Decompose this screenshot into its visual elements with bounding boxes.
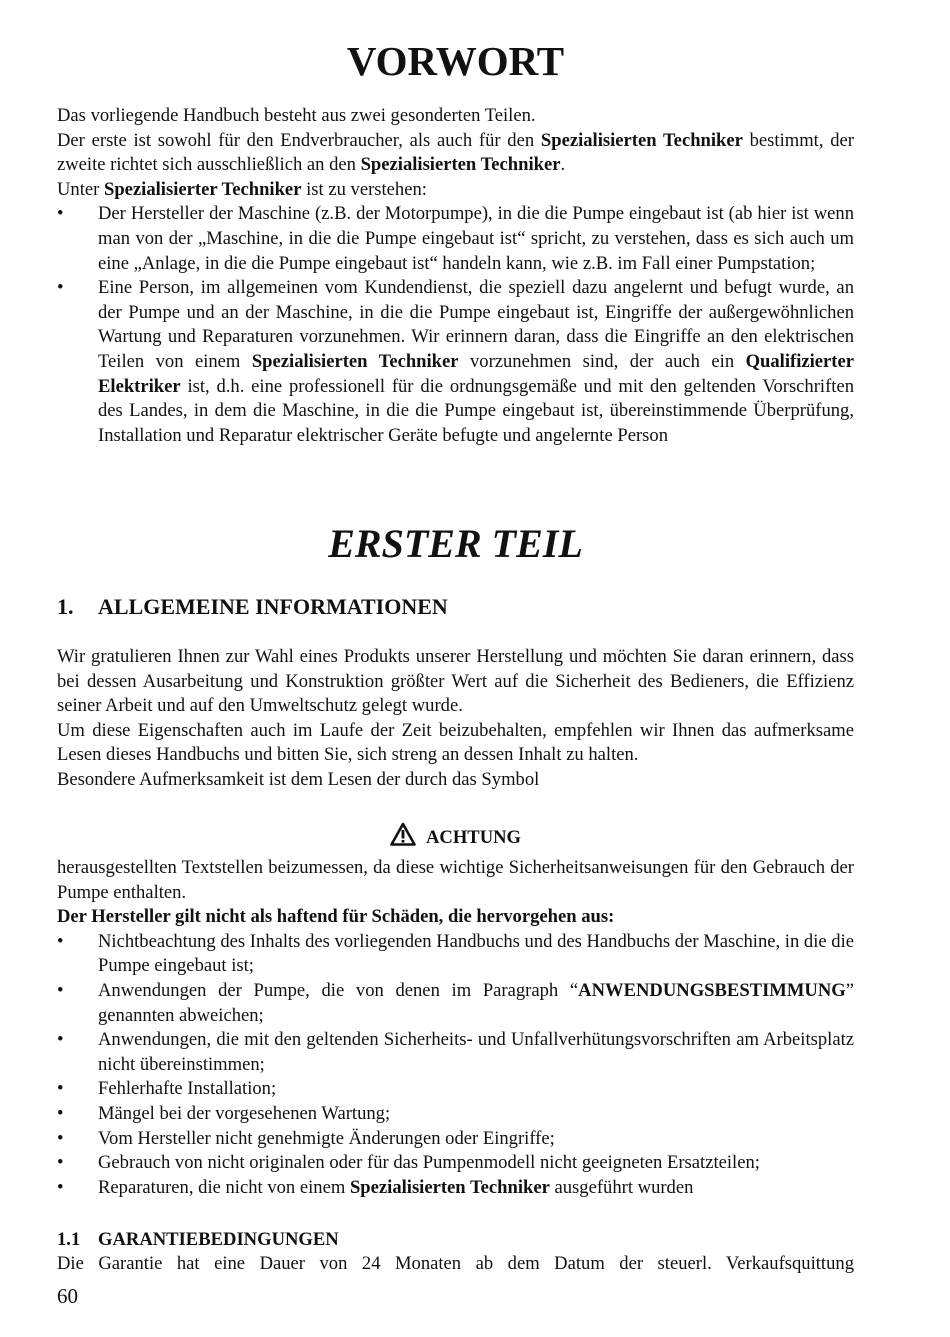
page-number: 60 <box>57 1284 78 1308</box>
bullet-icon: • <box>57 203 64 225</box>
text-run: ist, d.h. eine professionell für die ordnungsgemäße und mit den geltenden Vorschriften des Landes, in dem die Maschine, in die die Pumpe eingebaut ist, übereinstimmende Überprüfung, Installation und Reparatur elektrischer Geräte befugte und angelernte Person <box>98 375 854 446</box>
warning-triangle-icon <box>390 822 416 846</box>
intro-paragraph-2 <box>57 129 854 178</box>
text-run: Der erste ist sowohl für den Endverbraucher, als auch für den <box>57 129 541 151</box>
list-item <box>57 1028 854 1077</box>
text-run: ist zu verstehen: <box>301 178 427 200</box>
warning-text: ACHTUNG <box>425 827 522 848</box>
bold-term: Spezialisierten Techniker <box>360 154 561 176</box>
intro-paragraph-1: Das vorliegende Handbuch besteht aus zwei gesonderten Teilen. <box>57 105 536 126</box>
section1-paragraph-3: Besondere Aufmerksamkeit ist dem Lesen der durch das Symbol <box>57 768 540 790</box>
section-number: 1.1 <box>57 1229 81 1250</box>
list-item <box>57 930 854 979</box>
section1-paragraph-1: Wir gratulieren Ihnen zur Wahl eines Produkts unserer Herstellung und möchten Sie daran erinnern, dass bei dessen Ausarbeitung und Konstruktion größter Wert auf die Sicherheit des Bedieners, die Effizienz seiner Arbeit und auf den Umweltschutz gelegt wurde. <box>57 646 854 717</box>
bold-term: ANWENDUNGSBESTIMMUNG <box>578 979 846 1001</box>
section-heading-1 <box>57 593 448 621</box>
intro-bullet-list <box>57 202 854 448</box>
section11-paragraph-1: Die Garantie hat eine Dauer von 24 Monaten ab dem Datum der steuerl. Verkaufsquittung <box>57 1253 854 1274</box>
text-run: Der Hersteller der Maschine (z.B. der Motorpumpe), in die die Pumpe eingebaut ist (ab hier ist wenn man von der „Maschine, in die die Pumpe eingebaut ist“ spricht, zu verstehen, dass es sich auch um eine „Anlage, in die die Pumpe eingebaut ist“ handeln kann, wie z.B. im Fall einer Pumpstation; <box>98 203 854 274</box>
section-title: GARANTIEBEDINGUNGEN <box>98 1229 339 1250</box>
text-run: Gebrauch von nicht originalen oder für das Pumpenmodell nicht geeigneten Ersatzteilen; <box>98 1152 760 1174</box>
section-number: 1. <box>57 594 74 619</box>
text-run: Vom Hersteller nicht genehmigte Änderungen oder Eingriffe; <box>98 1127 555 1149</box>
intro-paragraph-3 <box>57 178 854 203</box>
liability-list <box>57 930 854 1201</box>
bullet-icon: • <box>57 1029 64 1051</box>
bullet-icon: • <box>57 1152 64 1174</box>
intro-block <box>57 104 854 448</box>
text-run: Anwendungen der Pumpe, die von denen im Paragraph “ <box>98 979 579 1001</box>
text-run: ausgeführt wurden <box>549 1176 694 1198</box>
text-run: Mängel bei der vorgesehenen Wartung; <box>98 1102 391 1124</box>
text-run: Unter <box>57 178 104 200</box>
warning-label <box>57 822 854 851</box>
text-run: Fehlerhafte Installation; <box>98 1078 277 1100</box>
text-run: Nichtbeachtung des Inhalts des vorliegenden Handbuchs und des Handbuchs der Maschine, in die die Pumpe eingebaut ist; <box>98 930 854 977</box>
list-item <box>57 276 854 448</box>
text-run: Reparaturen, die nicht von einem <box>98 1176 350 1198</box>
text-run: vorzunehmen sind, der auch ein <box>458 350 746 372</box>
bold-term: Spezialisierten Techniker <box>349 1176 550 1198</box>
list-item <box>57 979 854 1028</box>
bullet-icon: • <box>57 1127 64 1149</box>
list-item <box>57 1127 854 1152</box>
bold-term: Spezialisierten Techniker <box>540 129 743 151</box>
text-run: ” genannten abweichen; <box>98 979 854 1026</box>
list-item <box>57 1151 854 1176</box>
text-run: . <box>560 154 566 176</box>
part-title: ERSTER TEIL <box>328 521 583 566</box>
list-item <box>57 1176 854 1201</box>
list-item <box>57 1077 854 1102</box>
bullet-icon: • <box>57 277 64 299</box>
text-run: bestimmt, der zweite richtet sich ausschließlich an den <box>57 129 854 176</box>
text-run: Anwendungen, die mit den geltenden Sicherheits- und Unfallverhütungsvorschriften am Arbeitsplatz nicht übereinstimmen; <box>98 1029 854 1075</box>
bold-term: Spezialisierter Techniker <box>103 178 302 200</box>
text-run: Eine Person, im allgemeinen vom Kundendienst, die speziell dazu angelernt und befugt wurde, an der Pumpe und an der Maschine, in die die Pumpe eingebaut ist, Eingriffe der außergewöhnlichen Wartung und Reparaturen vorzunehmen. Wir erinnern daran, dass die Eingriffe an den elektrischen Teilen von einem <box>98 277 854 372</box>
section-title: ALLGEMEINE INFORMATIONEN <box>98 594 448 619</box>
section-heading-1-1 <box>57 1228 339 1252</box>
bold-term: Qualifizierter Elektriker <box>98 350 854 397</box>
section1-body <box>57 645 854 793</box>
page-title: VORWORT <box>346 38 565 84</box>
bullet-icon: • <box>57 930 64 952</box>
bullet-icon: • <box>57 1102 64 1124</box>
list-item <box>57 1102 854 1127</box>
section11-body <box>57 1252 854 1277</box>
bullet-icon: • <box>57 1176 64 1198</box>
liability-block <box>57 856 854 1200</box>
bullet-icon: • <box>57 979 64 1001</box>
bullet-icon: • <box>57 1078 64 1100</box>
list-item <box>57 202 854 276</box>
bold-term: Spezialisierten Techniker <box>251 350 459 372</box>
liability-heading: Der Hersteller gilt nicht als haftend für Schäden, die hervorgehen aus: <box>57 906 615 928</box>
section1-paragraph-4: herausgestellten Textstellen beizumessen, da diese wichtige Sicherheitsanweisungen für den Gebrauch der Pumpe enthalten. <box>57 857 854 903</box>
section1-paragraph-2: Um diese Eigenschaften auch im Laufe der Zeit beizubehalten, empfehlen wir Ihnen das aufmerksame Lesen dieses Handbuchs und bitten Sie, sich streng an dessen Inhalt zu halten. <box>57 719 854 766</box>
